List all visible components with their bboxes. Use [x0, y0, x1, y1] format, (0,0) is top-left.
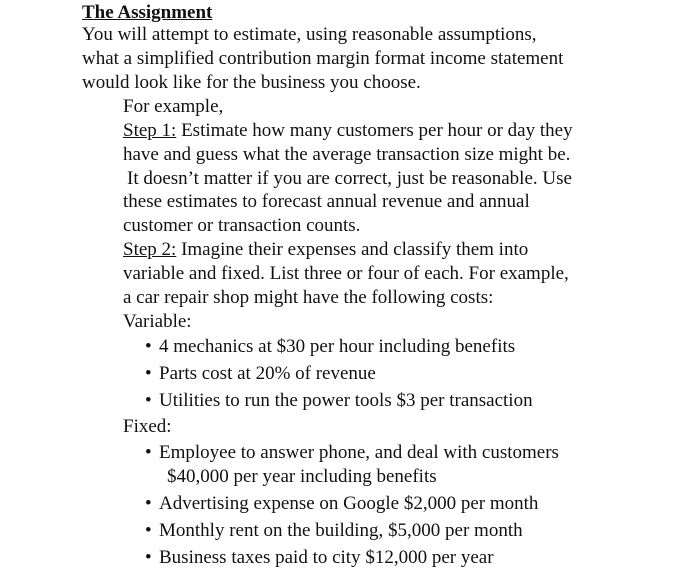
- step1-label: Step 1:: [123, 120, 177, 141]
- bullet-icon: •: [145, 493, 152, 514]
- bullet-icon: •: [145, 442, 152, 463]
- variable-heading: Variable:: [123, 311, 192, 332]
- list-item: [145, 520, 523, 542]
- fixed-heading: Fixed:: [123, 416, 172, 437]
- step2-line-2: variable and fixed. List three or four of each. For example,: [123, 263, 569, 284]
- list-item: [145, 390, 533, 412]
- intro-line-3: would look like for the business you choose.: [82, 72, 421, 93]
- variable-item-text: Utilities to run the power tools $3 per transaction: [159, 390, 533, 411]
- list-item: [145, 493, 538, 515]
- fixed-item-text: Employee to answer phone, and deal with customers: [159, 442, 559, 463]
- step1-line-2: have and guess what the average transaction size might be.: [123, 144, 571, 165]
- step1-first-line-text: Estimate how many customers per hour or day they: [176, 120, 573, 141]
- bullet-icon: •: [145, 363, 152, 384]
- intro-line-2: what a simplified contribution margin format income statement: [82, 48, 564, 69]
- step2-first-line-text: Imagine their expenses and classify them into: [176, 239, 529, 260]
- bullet-icon: •: [145, 520, 152, 541]
- variable-item-text: 4 mechanics at $30 per hour including benefits: [159, 336, 516, 357]
- list-item: [145, 363, 376, 385]
- step1-line-5: customer or transaction counts.: [123, 215, 361, 236]
- list-item: [145, 336, 515, 358]
- fixed-item-text: Monthly rent on the building, $5,000 per month: [159, 520, 523, 541]
- fixed-item-text: Business taxes paid to city $12,000 per year: [159, 547, 494, 568]
- for-example-label: For example,: [123, 96, 224, 117]
- intro-line-1: You will attempt to estimate, using reasonable assumptions,: [82, 24, 537, 45]
- step2-label: Step 2:: [123, 239, 177, 260]
- step2-line-3: a car repair shop might have the following costs:: [123, 287, 494, 308]
- bullet-icon: •: [145, 547, 152, 568]
- step1-line-4: these estimates to forecast annual revenue and annual: [123, 191, 530, 212]
- bullet-icon: •: [145, 336, 152, 357]
- list-item: [145, 547, 494, 569]
- variable-item-text: Parts cost at 20% of revenue: [159, 363, 376, 384]
- list-item: [145, 442, 559, 464]
- fixed-item-text: Advertising expense on Google $2,000 per month: [159, 493, 539, 514]
- assignment-title: The Assignment: [82, 2, 213, 23]
- bullet-icon: •: [145, 390, 152, 411]
- step2-first-line: [123, 239, 528, 261]
- fixed-item-continuation: $40,000 per year including benefits: [167, 466, 437, 487]
- step1-first-line: [123, 120, 573, 142]
- step1-line-3: It doesn’t matter if you are correct, just be reasonable. Use: [127, 168, 572, 189]
